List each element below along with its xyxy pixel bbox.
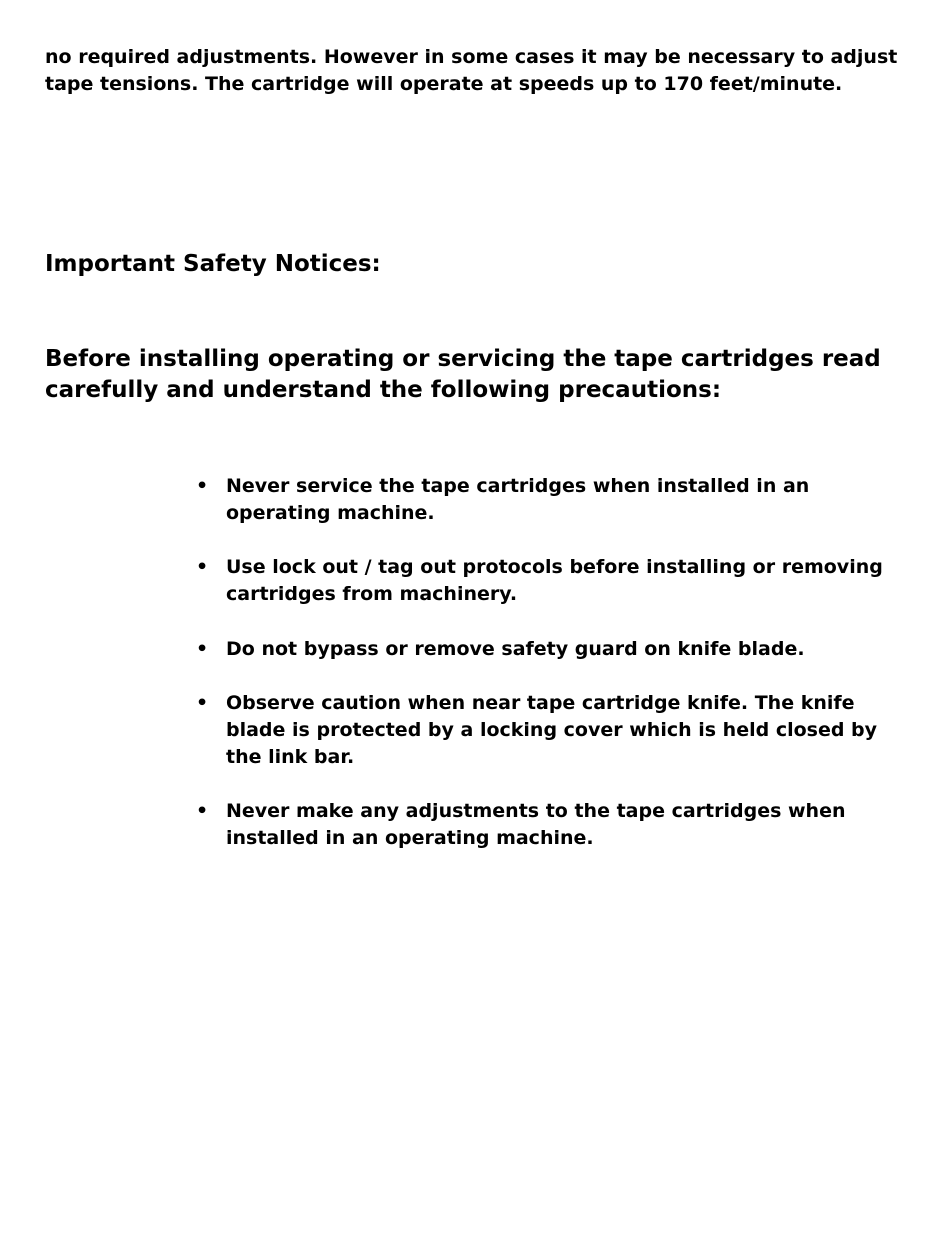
intro-line: tape tensions. The cartridge will operate at speeds up to 170 feet/minute. — [45, 73, 843, 95]
precaution-line: blade is protected by a locking cover which is held closed by — [226, 719, 878, 741]
precaution-line: cartridges from machinery. — [226, 583, 518, 605]
bullet-icon: • — [196, 692, 209, 714]
precaution-text — [226, 473, 856, 527]
precaution-line: installed in an operating machine. — [226, 827, 594, 849]
lead-line: carefully and understand the following precautions: — [45, 377, 722, 403]
section-title: Important Safety Notices: — [45, 251, 381, 277]
bullet-icon: • — [196, 475, 209, 497]
bullet-icon: • — [196, 638, 209, 660]
precautions-lead — [45, 344, 905, 406]
precaution-text — [226, 798, 856, 852]
lead-line: Before installing operating or servicing the tape cartridges read — [45, 346, 881, 372]
precaution-text — [226, 636, 856, 663]
precaution-line: Do not bypass or remove safety guard on knife blade. — [226, 638, 805, 660]
precaution-line: Use lock out / tag out protocols before installing or removing — [226, 556, 883, 578]
intro-paragraph — [45, 44, 898, 98]
precaution-line: Observe caution when near tape cartridge knife. The knife — [226, 692, 855, 714]
precaution-line: Never make any adjustments to the tape cartridges when — [226, 800, 846, 822]
precaution-line: the link bar. — [226, 746, 355, 768]
bullet-icon: • — [196, 800, 209, 822]
bullet-icon: • — [196, 556, 209, 578]
precaution-line: Never service the tape cartridges when installed in an — [226, 475, 810, 497]
precaution-text — [226, 690, 878, 771]
intro-line: no required adjustments. However in some cases it may be necessary to adjust — [45, 46, 898, 68]
precaution-text — [226, 554, 883, 608]
precaution-line: operating machine. — [226, 502, 435, 524]
